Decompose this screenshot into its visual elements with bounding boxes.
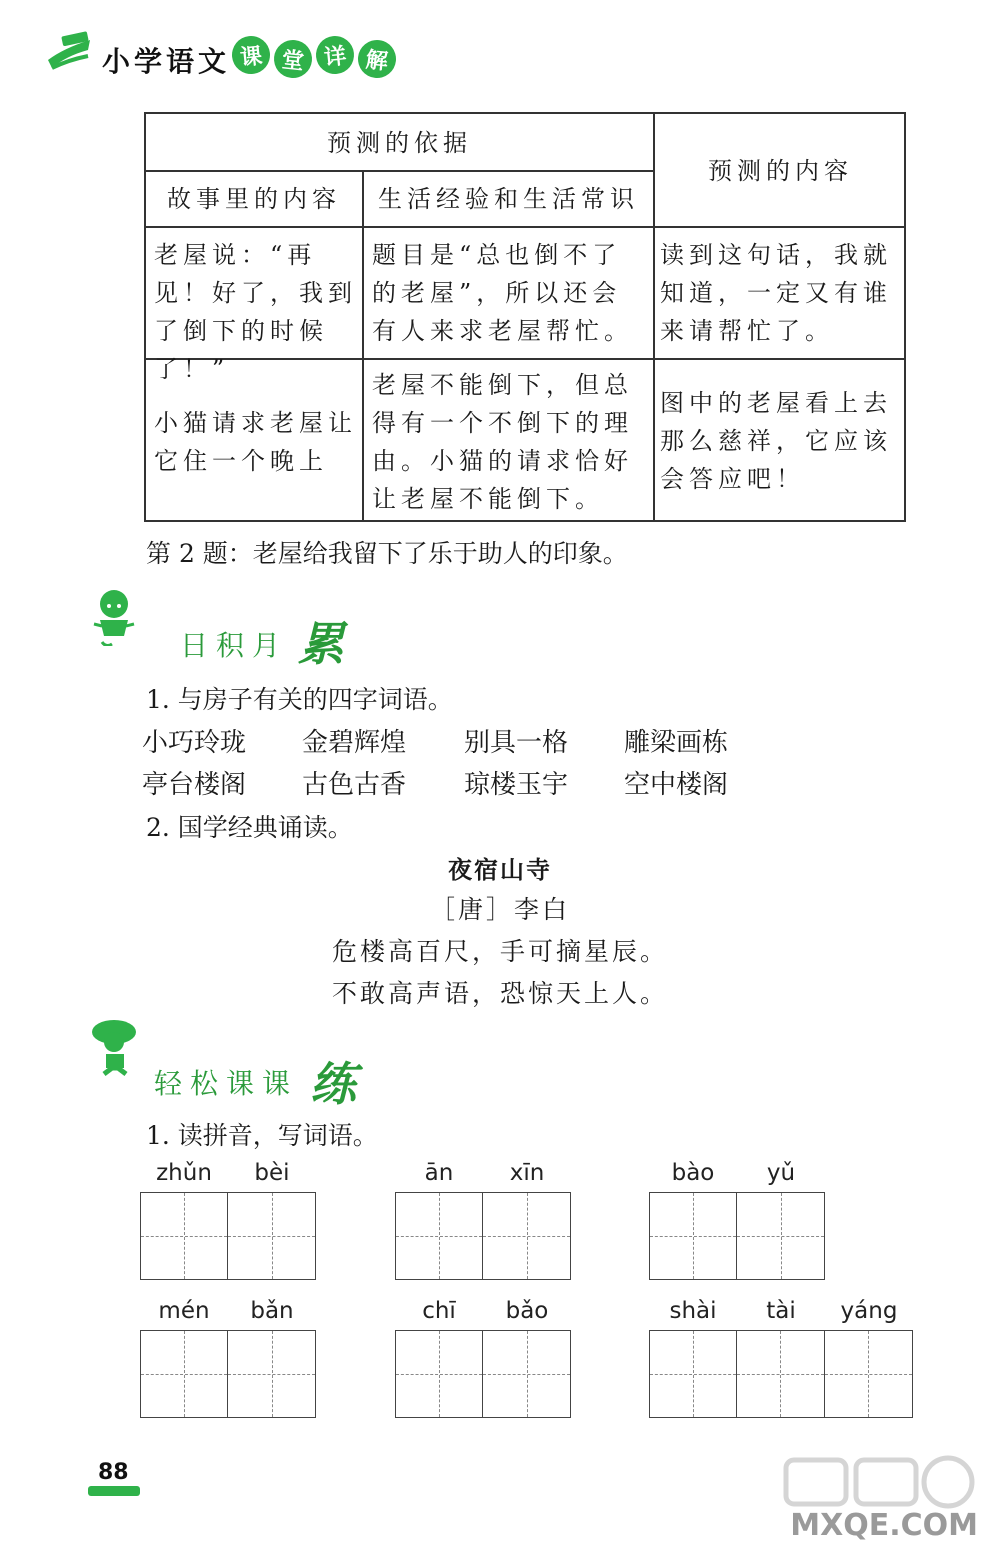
header-badge: 详 xyxy=(314,34,356,76)
writing-cell[interactable] xyxy=(483,1331,570,1417)
table-head-content: 预测的内容 xyxy=(708,157,853,185)
table-head-life: 生活经验和生活常识 xyxy=(378,185,639,213)
table-cell: 图中的老屋看上去那么慈祥，它应该会答应吧！ xyxy=(660,389,892,493)
table-head-story: 故事里的内容 xyxy=(167,185,341,213)
series-title: 小学语文 xyxy=(102,45,231,78)
question-1: 1. 与房子有关的四字词语。 xyxy=(146,685,453,714)
prediction-table xyxy=(144,112,906,522)
poem-line-2: 不敢高声语，恐惊天上人。 xyxy=(331,979,668,1008)
word-item: 小巧玲珑 xyxy=(142,728,247,758)
table-cell: 小猫请求老屋让它住一个晚上 xyxy=(154,409,357,475)
table-cell: 读到这句话，我就知道，一定又有谁来请帮忙了。 xyxy=(660,241,892,345)
writing-cell[interactable] xyxy=(825,1331,912,1417)
pinyin-label: zhǔn xyxy=(156,1160,212,1186)
pinyin-label: bào xyxy=(671,1160,715,1186)
word-item: 空中楼阁 xyxy=(624,770,729,800)
word-item: 亭台楼阁 xyxy=(142,770,247,800)
poem-line-1: 危楼高百尺，手可摘星辰。 xyxy=(331,937,668,966)
section-heading-practice: 轻松课课 xyxy=(154,1067,299,1100)
watermark-text: MXQE.COM xyxy=(790,1508,978,1543)
section-heading-big-char: 练 xyxy=(310,1057,356,1111)
section-heading-big-char: 累 xyxy=(298,617,344,671)
book-logo-icon xyxy=(44,30,96,74)
answer-note: 第 2 题：老屋给我留下了乐于助人的印象。 xyxy=(146,539,628,568)
page-number: 88 xyxy=(98,1460,129,1485)
header-badge: 堂 xyxy=(272,38,314,80)
writing-cell[interactable] xyxy=(228,1331,315,1417)
pinyin-label: bèi xyxy=(254,1160,290,1186)
boy-mascot-icon xyxy=(88,1018,140,1078)
girl-mascot-icon xyxy=(90,586,142,646)
question-2: 2. 国学经典诵读。 xyxy=(146,813,353,842)
writing-cell[interactable] xyxy=(396,1331,483,1417)
word-item: 古色古香 xyxy=(302,770,407,800)
word-item: 雕梁画栋 xyxy=(624,728,729,758)
question-pinyin: 1. 读拼音，写词语。 xyxy=(146,1121,378,1150)
pinyin-label: yáng xyxy=(840,1298,898,1324)
writing-cell[interactable] xyxy=(483,1193,570,1279)
header-badges xyxy=(232,36,396,78)
writing-grid[interactable] xyxy=(395,1330,571,1418)
writing-cell[interactable] xyxy=(228,1193,315,1279)
section-heading-accumulate: 日积月 xyxy=(180,629,289,662)
word-item: 金碧辉煌 xyxy=(302,728,407,758)
table-cell: 老屋不能倒下，但总得有一个不倒下的理由。小猫的请求恰好让老屋不能倒下。 xyxy=(372,371,633,513)
pinyin-label: chī xyxy=(422,1298,456,1324)
table-cell: 老屋说：“再见！好了，我到了倒下的时候了！” xyxy=(154,241,357,383)
table-cell: 题目是“总也倒不了的老屋”，所以还会有人来求老屋帮忙。 xyxy=(372,241,633,345)
writing-cell[interactable] xyxy=(737,1193,824,1279)
pinyin-label: ān xyxy=(424,1160,454,1186)
pinyin-label: bǎo xyxy=(505,1298,549,1324)
pinyin-label: tài xyxy=(766,1298,796,1324)
poem-title: 夜宿山寺 xyxy=(448,856,552,884)
table-head-basis: 预测的依据 xyxy=(327,129,472,157)
writing-grid[interactable] xyxy=(649,1330,913,1418)
poem-author: ［唐］李白 xyxy=(429,895,570,924)
writing-cell[interactable] xyxy=(141,1331,228,1417)
word-item: 别具一格 xyxy=(464,728,569,758)
writing-grid[interactable] xyxy=(140,1192,316,1280)
writing-grid[interactable] xyxy=(649,1192,825,1280)
pinyin-label: bǎn xyxy=(250,1298,294,1324)
writing-cell[interactable] xyxy=(737,1331,824,1417)
writing-cell[interactable] xyxy=(650,1193,737,1279)
writing-grid[interactable] xyxy=(140,1330,316,1418)
writing-cell[interactable] xyxy=(141,1193,228,1279)
pinyin-label: xīn xyxy=(509,1160,545,1186)
header-badge: 课 xyxy=(230,34,272,76)
page-number-bar xyxy=(88,1486,140,1496)
writing-cell[interactable] xyxy=(396,1193,483,1279)
word-item: 琼楼玉宇 xyxy=(464,770,569,800)
pinyin-label: yǔ xyxy=(766,1160,796,1186)
header-badge: 解 xyxy=(356,38,398,80)
writing-cell[interactable] xyxy=(650,1331,737,1417)
pinyin-label: mén xyxy=(158,1298,210,1324)
pinyin-label: shài xyxy=(669,1298,717,1324)
writing-grid[interactable] xyxy=(395,1192,571,1280)
